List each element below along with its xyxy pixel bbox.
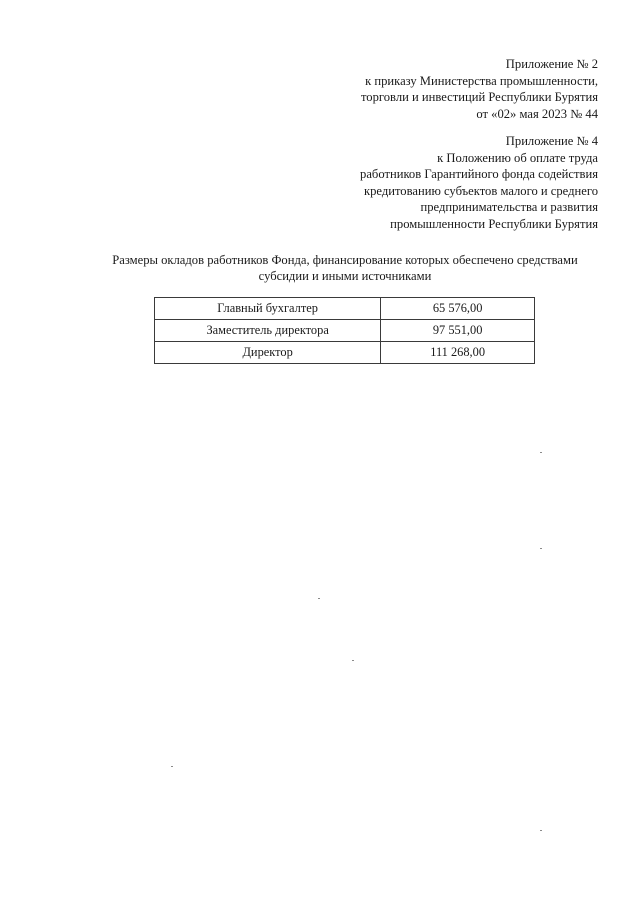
appendix-2-order-ref: к приказу Министерства промышленности, xyxy=(365,73,598,88)
scan-speck xyxy=(540,548,542,549)
table-heading-line-2: субсидии и иными источниками xyxy=(258,269,432,283)
scan-speck xyxy=(540,830,542,831)
appendix-4-fund-line-4: промышленности Республики Бурятия xyxy=(390,216,598,231)
amount-cell: 97 551,00 xyxy=(381,320,535,342)
scan-speck xyxy=(318,598,320,599)
scan-speck xyxy=(540,452,542,453)
amount-cell: 65 576,00 xyxy=(381,298,535,320)
scan-speck xyxy=(352,660,354,661)
appendix-2-header xyxy=(361,56,598,122)
position-cell: Главный бухгалтер xyxy=(155,298,381,320)
scan-speck xyxy=(171,766,173,767)
table-heading-line-1: Размеры окладов работников Фонда, финансирование которых обеспечено средствами xyxy=(112,253,578,267)
appendix-4-header xyxy=(360,133,598,232)
salary-table xyxy=(154,297,535,364)
table-row xyxy=(155,298,535,320)
position-cell: Заместитель директора xyxy=(155,320,381,342)
appendix-2-title: Приложение № 2 xyxy=(505,57,598,71)
table-row xyxy=(155,320,535,342)
table-heading xyxy=(90,252,600,284)
position-cell: Директор xyxy=(155,342,381,364)
appendix-4-title: Приложение № 4 xyxy=(505,134,598,148)
amount-cell: 111 268,00 xyxy=(381,342,535,364)
appendix-4-regulation-ref: к Положению об оплате труда xyxy=(437,150,598,165)
appendix-4-fund-line-2: кредитованию субъектов малого и среднего xyxy=(363,183,598,198)
table-row xyxy=(155,342,535,364)
appendix-4-fund-line-1: работников Гарантийного фонда содействия xyxy=(360,167,598,181)
appendix-4-fund-line-3: предпринимательства и развития xyxy=(420,200,598,214)
appendix-2-date: от «02» мая 2023 № 44 xyxy=(476,106,598,121)
appendix-2-ministry: торговли и инвестиций Республики Бурятия xyxy=(360,90,598,104)
